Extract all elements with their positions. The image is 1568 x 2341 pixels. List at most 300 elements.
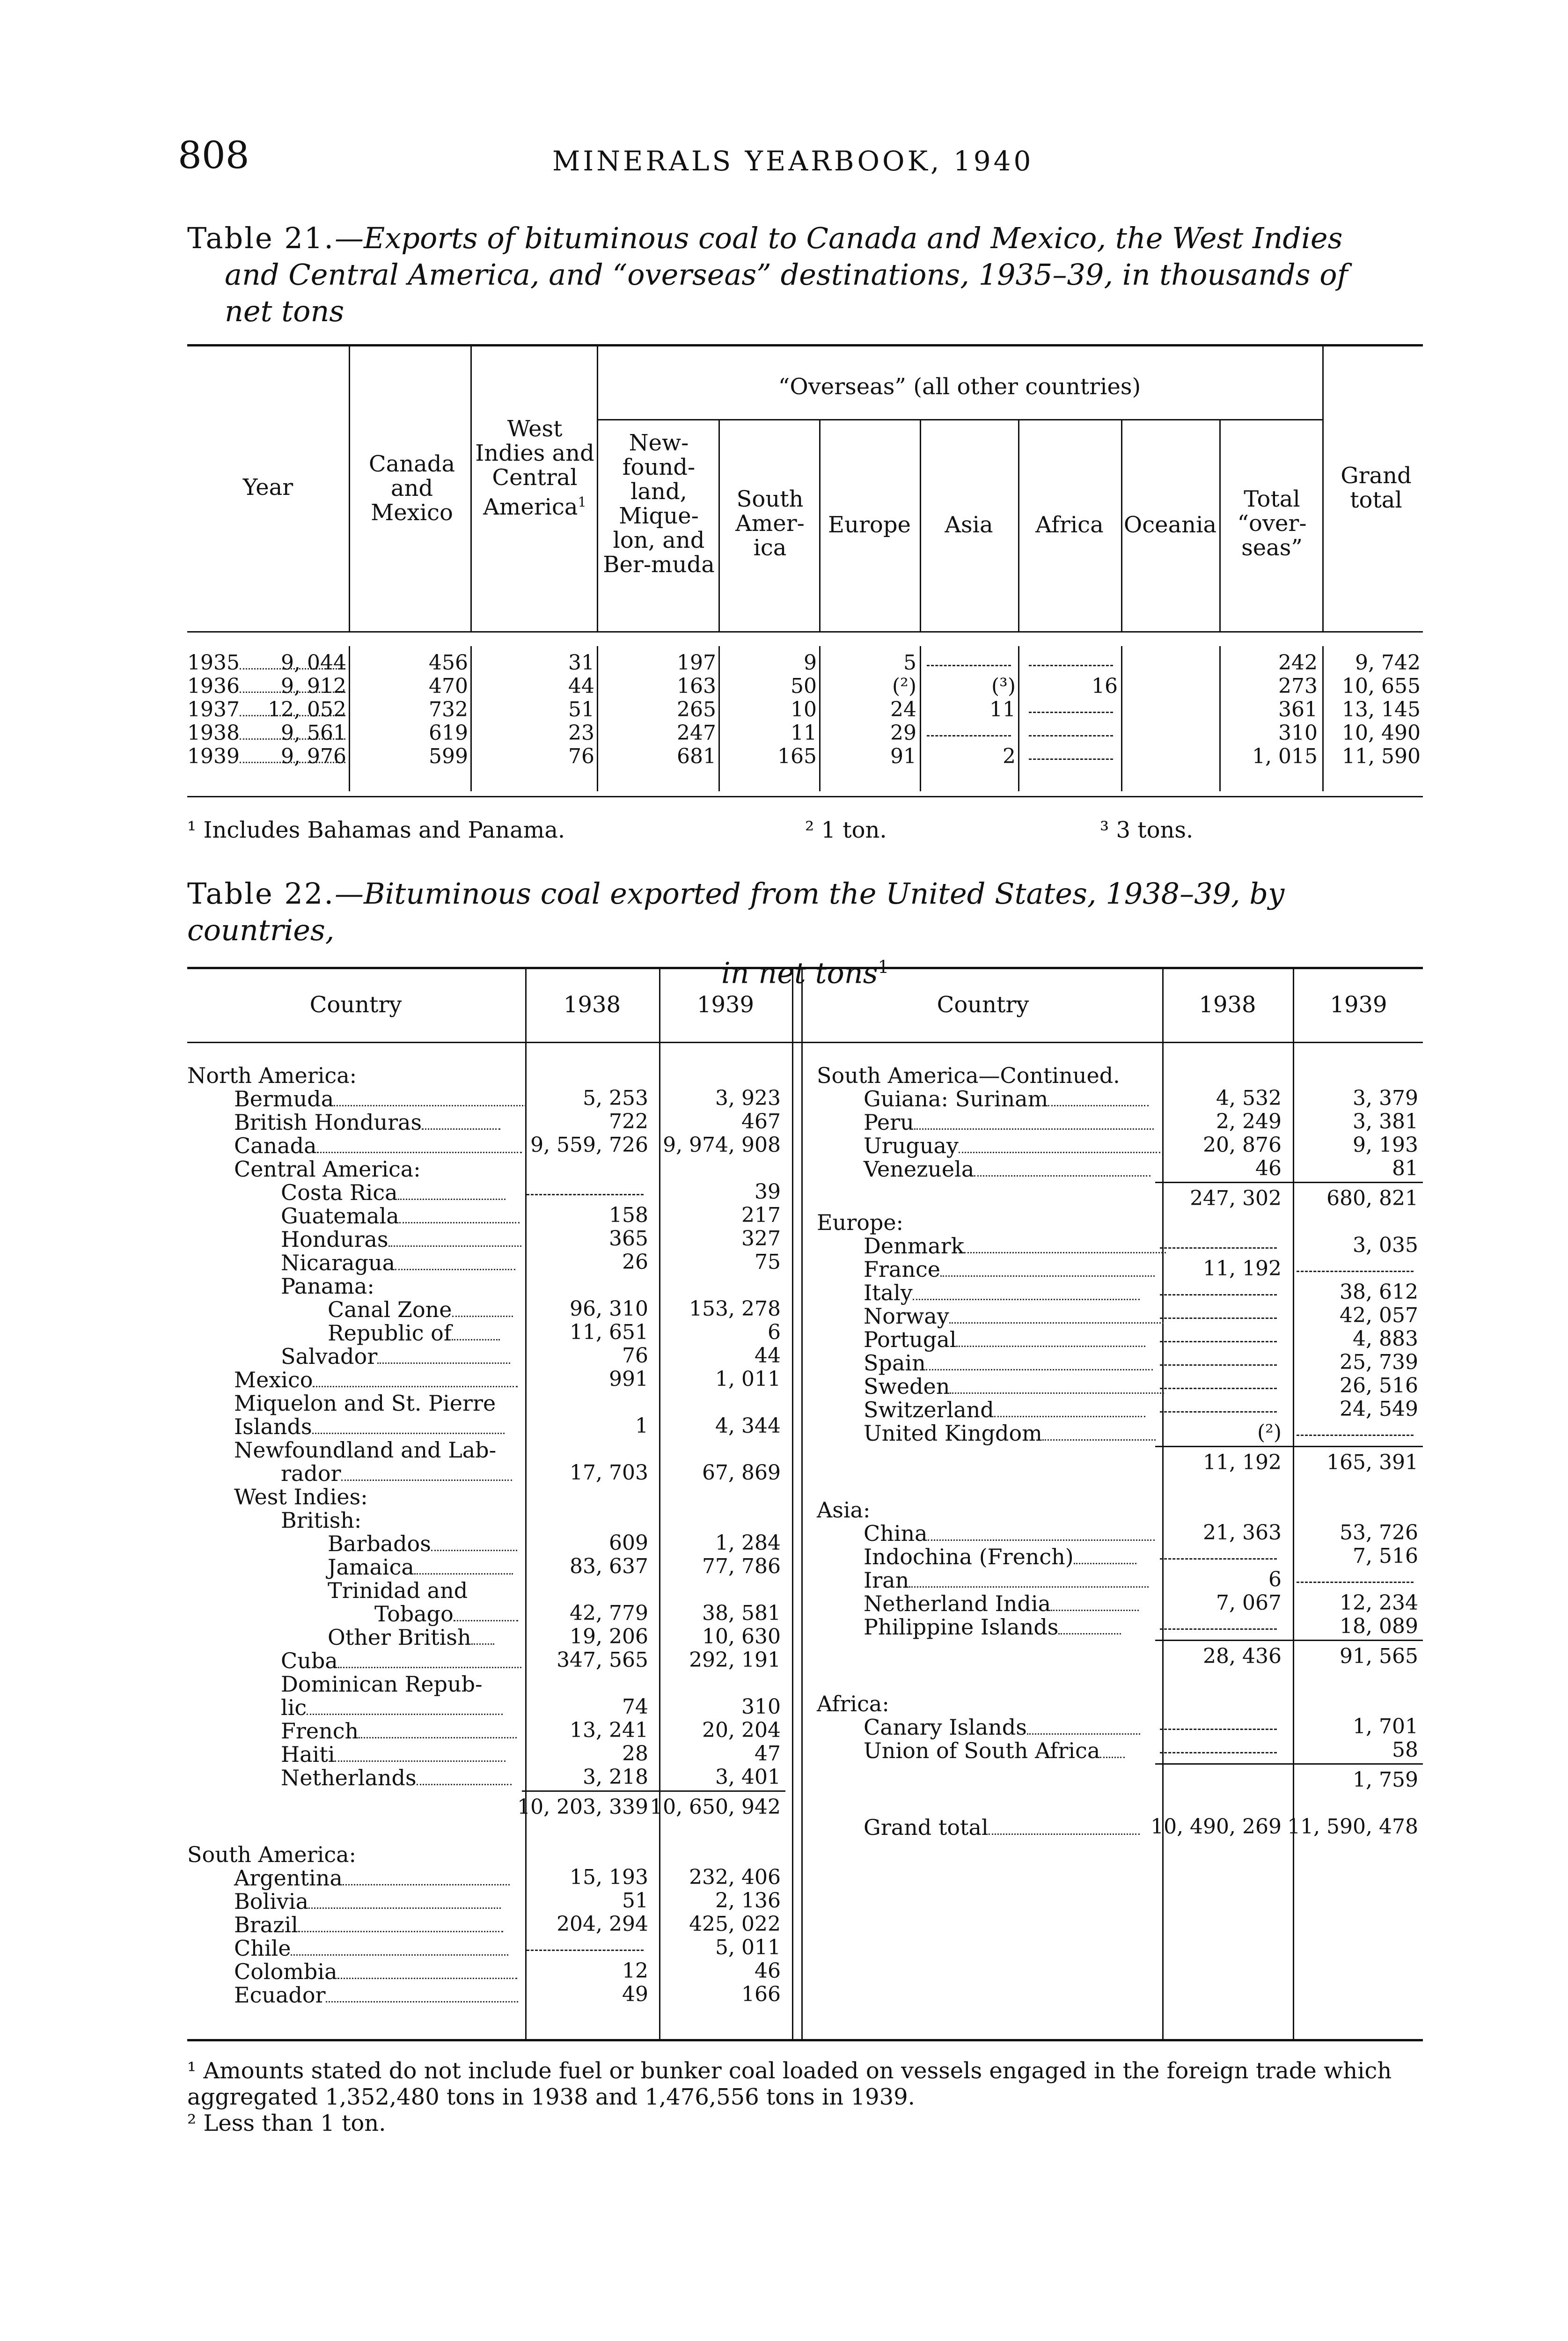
t22-value-1939: 9, 193 xyxy=(1353,1133,1418,1157)
t21-header-newfoundland: New-found-land, Mique-lon, and Ber-muda xyxy=(603,430,715,578)
t22-empty-1938 xyxy=(1160,1341,1277,1342)
t21-vrule xyxy=(920,646,921,791)
t22-value-1939: 4, 344 xyxy=(715,1414,781,1438)
t22-leader-dots xyxy=(298,1926,503,1932)
t22-country-text: Canary Islands xyxy=(864,1715,1027,1740)
t22-value-1938: 51 xyxy=(622,1889,648,1913)
t22-value-1939: 38, 612 xyxy=(1340,1280,1418,1304)
t22-country-text: Union of South Africa xyxy=(864,1738,1100,1763)
t22-leader-dots xyxy=(913,1294,1140,1300)
t22-country-text: Canada xyxy=(234,1133,317,1158)
t22-country-label xyxy=(864,1544,1136,1569)
t21-cell-wi: 619 xyxy=(429,721,468,745)
page-number: 808 xyxy=(178,133,249,177)
t22-leader-dots xyxy=(341,1475,512,1481)
t22-leader-dots xyxy=(1100,1752,1125,1758)
t22-value-1939: 5, 011 xyxy=(715,1936,781,1959)
t22-header-country-right: Country xyxy=(937,992,1029,1018)
t22-value-1939: 1, 759 xyxy=(1353,1768,1418,1792)
t21-cell-eu: 9 xyxy=(804,651,817,675)
t22-country-text: Africa: xyxy=(817,1691,889,1716)
t22-country-text: Mexico xyxy=(234,1367,313,1392)
t22-subtotal-rule xyxy=(1155,1182,1423,1183)
t22-country-text: Panama: xyxy=(281,1274,374,1299)
table22-title-line2: in net tons xyxy=(721,956,878,990)
t22-value-1938: 3, 218 xyxy=(583,1765,648,1789)
t22-country-label xyxy=(328,1531,517,1556)
t21-cell-eu: 10 xyxy=(791,698,817,721)
t21-row-year: 1935 xyxy=(187,651,345,675)
t21-header-grand-total: Grand total xyxy=(1341,463,1412,513)
t22-value-1939: 20, 204 xyxy=(702,1718,781,1742)
t22-value-1938: 15, 193 xyxy=(570,1865,648,1889)
t22-empty-1939 xyxy=(1297,1582,1414,1583)
t22-leader-dots xyxy=(334,1100,526,1106)
t22-leader-dots xyxy=(377,1358,510,1364)
t21-vrule xyxy=(597,646,598,791)
t22-country-text: China xyxy=(864,1521,928,1546)
t22-country-text: Norway xyxy=(864,1303,949,1329)
t22-country-label xyxy=(864,1521,1155,1546)
t22-country-label xyxy=(817,1210,903,1235)
t22-value-1938: (²) xyxy=(1257,1421,1282,1444)
t21-vrule xyxy=(349,646,350,791)
t22-country-label xyxy=(281,1344,510,1369)
t22-country-label xyxy=(864,1133,1160,1158)
t22-country-label xyxy=(234,1414,505,1439)
t22-value-1939: 39 xyxy=(755,1180,781,1204)
t21-row-year: 1938 xyxy=(187,721,345,745)
t22-leader-dots xyxy=(1027,1729,1140,1735)
t22-value-1939: 165, 391 xyxy=(1326,1450,1418,1474)
t22-country-label xyxy=(187,1063,357,1088)
table21-title-line1: —Exports of bituminous coal to Canada and Mexico, the West Indies xyxy=(335,221,1343,255)
t21-cell-sa: 265 xyxy=(677,698,716,721)
t21-cell-asia: 29 xyxy=(890,721,916,745)
t22-leader-dots xyxy=(399,1217,520,1223)
table21-caption xyxy=(187,220,1423,330)
t22-leader-dots xyxy=(1074,1558,1136,1564)
t22-country-label xyxy=(281,1765,512,1790)
t22-value-1939: 7, 516 xyxy=(1353,1544,1418,1568)
t21-cell-canada: 9, 561 xyxy=(281,721,346,745)
t22-country-text: Costa Rica xyxy=(281,1180,398,1205)
t21-vrule xyxy=(470,346,472,631)
t22-leader-dots xyxy=(343,1879,510,1885)
t22-value-1938: 21, 363 xyxy=(1203,1521,1282,1545)
t21-vrule xyxy=(1219,419,1221,631)
t22-country-text: Portugal xyxy=(864,1327,957,1352)
t21-cell-grand: 10, 490 xyxy=(1342,721,1421,745)
t21-cell-canada: 9, 044 xyxy=(281,651,346,675)
t21-header-overseas: “Overseas” (all other countries) xyxy=(778,374,1141,400)
t22-value-1939: 3, 035 xyxy=(1353,1233,1418,1257)
t22-leader-dots xyxy=(417,1779,512,1785)
t22-footnote-1 xyxy=(187,2058,1423,2136)
t22-country-label xyxy=(864,1421,1156,1446)
t21-header-africa: Africa xyxy=(1035,512,1104,538)
t22-leader-dots xyxy=(337,1973,517,1979)
t22-country-text: Islands xyxy=(234,1414,312,1439)
t21-cell-africa: (³) xyxy=(991,674,1016,698)
t22-leader-dots xyxy=(452,1311,513,1317)
t21-row-year: 1939 xyxy=(187,744,345,768)
t22-country-text: Republic of xyxy=(328,1320,452,1346)
t22-leader-dots xyxy=(307,1709,503,1715)
t21-row-year: 1936 xyxy=(187,674,345,698)
t22-country-text: Nicaragua xyxy=(281,1250,396,1275)
t22-leader-dots xyxy=(989,1829,1140,1835)
t22-value-1938: 11, 192 xyxy=(1203,1450,1282,1474)
t22-vrule xyxy=(1293,968,1294,2039)
t22-country-text: British Honduras xyxy=(234,1110,422,1135)
t22-leader-dots xyxy=(964,1247,1166,1253)
t22-leader-dots xyxy=(940,1271,1155,1277)
t22-vrule xyxy=(1162,968,1164,2039)
t22-country-text: Bermuda xyxy=(234,1086,334,1112)
t22-value-1938: 83, 637 xyxy=(570,1554,648,1578)
t22-value-1938: 609 xyxy=(609,1531,648,1555)
t22-value-1938: 722 xyxy=(609,1110,648,1134)
t22-country-text: Netherlands xyxy=(281,1765,417,1790)
t22-country-text: Salvador xyxy=(281,1344,378,1369)
table21-label: Table 21. xyxy=(187,221,335,255)
t22-country-label xyxy=(864,1715,1140,1740)
t22-country-label xyxy=(281,1274,374,1299)
t22-value-1939: 53, 726 xyxy=(1340,1521,1418,1545)
table21-title-line2: and Central America, and “overseas” destinations, 1935–39, in thousands of xyxy=(225,258,1348,292)
t21-cell-asia: 24 xyxy=(890,698,916,721)
t21-header-bottom-rule xyxy=(187,631,1423,633)
t21-header-year: Year xyxy=(242,474,293,501)
t22-country-label xyxy=(281,1250,515,1275)
t22-value-1938: 28, 436 xyxy=(1203,1644,1282,1668)
t22-header-country-left: Country xyxy=(309,992,402,1018)
t22-header-bottom-rule xyxy=(187,1042,1423,1043)
t22-subtotal-rule xyxy=(1155,1446,1423,1447)
t22-country-text: lic xyxy=(281,1695,307,1720)
t22-vrule xyxy=(659,968,660,2039)
t22-country-text: Netherland India xyxy=(864,1591,1051,1616)
t22-value-1938: 7, 067 xyxy=(1216,1591,1282,1615)
t22-country-label xyxy=(281,1508,361,1533)
t21-cell-asia: (²) xyxy=(892,674,916,698)
t22-value-1938: 204, 294 xyxy=(557,1912,648,1936)
t21-vrule xyxy=(819,646,821,791)
t22-value-1938: 20, 876 xyxy=(1203,1133,1282,1157)
t22-value-1939: 44 xyxy=(755,1344,781,1368)
t22-value-1938: 28 xyxy=(622,1742,648,1766)
t22-value-1938: 1 xyxy=(635,1414,648,1438)
t21-cell-eu: 11 xyxy=(791,721,817,745)
t22-country-text: Venezuela xyxy=(864,1156,975,1182)
t22-empty-1938 xyxy=(1160,1294,1277,1296)
t21-group-rule xyxy=(597,419,1323,420)
t22-country-text: South America—Continued. xyxy=(817,1063,1120,1088)
t21-footnote-3: ³ 3 tons. xyxy=(1100,817,1194,843)
t22-leader-dots xyxy=(452,1334,500,1340)
t22-leader-dots xyxy=(422,1124,500,1130)
t21-vrule xyxy=(349,346,350,631)
t22-value-1938: 49 xyxy=(622,1982,648,2006)
t22-country-text: Asia: xyxy=(817,1497,871,1523)
t22-empty-1938 xyxy=(1160,1752,1277,1753)
t22-country-text: North America: xyxy=(187,1063,357,1088)
t22-country-label xyxy=(864,1156,1150,1182)
t21-cell-africa: 2 xyxy=(1003,744,1016,768)
t21-vrule xyxy=(470,646,472,791)
t22-value-1938: 19, 206 xyxy=(570,1625,648,1649)
t22-value-1938: 4, 532 xyxy=(1216,1086,1282,1110)
t22-country-label xyxy=(234,1156,421,1182)
t22-country-text: West Indies: xyxy=(234,1484,368,1509)
t22-country-label xyxy=(234,1889,501,1914)
table21-top-rule xyxy=(187,344,1423,346)
t22-leader-dots xyxy=(317,1147,522,1153)
t22-value-1938: 10, 203, 339 xyxy=(517,1795,648,1819)
t22-header-1938-left: 1938 xyxy=(563,992,621,1018)
t22-country-label xyxy=(864,1397,1145,1422)
table22-title-line1: —Bituminous coal exported from the United States, 1938–39, by countries, xyxy=(187,876,1285,947)
t22-country-text: Bolivia xyxy=(234,1889,309,1914)
t21-cell-wi: 456 xyxy=(429,651,468,675)
t22-country-text: Guatemala xyxy=(281,1203,399,1229)
t22-value-1939: 46 xyxy=(755,1959,781,1983)
t21-empty-cell xyxy=(1029,758,1113,760)
t22-country-label xyxy=(234,1110,500,1135)
t22-country-label xyxy=(864,1374,1164,1399)
t22-leader-dots xyxy=(1051,1605,1139,1611)
t22-value-1938: 365 xyxy=(609,1227,648,1251)
t21-empty-cell xyxy=(1029,735,1113,736)
t21-cell-grand: 9, 742 xyxy=(1355,651,1421,675)
t22-country-text: Grand total xyxy=(864,1815,989,1840)
t22-country-text: Chile xyxy=(234,1936,291,1961)
t22-country-text: Sweden xyxy=(864,1374,950,1399)
t22-leader-dots xyxy=(1058,1628,1121,1634)
t22-value-1938: 74 xyxy=(622,1695,648,1719)
t22-country-text: Iran xyxy=(864,1568,909,1593)
t22-country-text: Haiti xyxy=(281,1742,335,1767)
t21-cell-tot: 310 xyxy=(1278,721,1318,745)
t22-empty-1938 xyxy=(1160,1388,1277,1389)
t21-cell-wi: 470 xyxy=(429,674,468,698)
t21-cell-sa: 247 xyxy=(677,721,716,745)
t22-country-label xyxy=(817,1497,870,1523)
t21-cell-sa: 681 xyxy=(677,744,716,768)
t22-value-1939: 292, 191 xyxy=(689,1648,781,1672)
t22-country-label xyxy=(234,1086,526,1112)
t22-leader-dots xyxy=(949,1318,1164,1324)
t22-value-1939: 77, 786 xyxy=(702,1554,781,1578)
t21-header-oceania: Oceania xyxy=(1123,512,1217,538)
t22-country-text: Uruguay xyxy=(864,1133,959,1158)
t22-empty-1938 xyxy=(1160,1318,1277,1319)
t22-empty-1939 xyxy=(1297,1435,1414,1436)
t21-cell-sa: 197 xyxy=(677,651,716,675)
t22-subtotal-rule xyxy=(1155,1763,1423,1765)
t21-cell-eu: 165 xyxy=(777,744,817,768)
t22-value-1939: 47 xyxy=(755,1742,781,1766)
t22-country-text: Other British xyxy=(328,1625,471,1650)
t22-country-label xyxy=(281,1180,506,1205)
t22-leader-dots xyxy=(909,1582,1149,1588)
t22-value-1939: 4, 883 xyxy=(1353,1327,1418,1351)
t22-leader-dots xyxy=(338,1662,521,1668)
t21-cell-tot: 1, 015 xyxy=(1252,744,1318,768)
t22-country-text: Central America: xyxy=(234,1156,421,1182)
t22-leader-dots xyxy=(1042,1435,1156,1441)
t22-header-1939-left: 1939 xyxy=(696,992,755,1018)
t22-footnote-line3: ² Less than 1 ton. xyxy=(187,2110,386,2136)
t22-country-text: Cuba xyxy=(281,1648,338,1673)
t22-leader-dots xyxy=(974,1170,1150,1177)
t22-country-text: Ecuador xyxy=(234,1982,326,2008)
t22-country-label xyxy=(281,1742,506,1767)
t21-empty-cell xyxy=(927,735,1011,736)
t22-country-label xyxy=(234,1133,522,1158)
t21-cell-nf: 76 xyxy=(568,744,594,768)
t22-value-1938: 12 xyxy=(622,1959,648,1983)
t22-country-text: Europe: xyxy=(817,1210,904,1235)
t22-country-label xyxy=(234,1484,368,1509)
t22-leader-dots xyxy=(335,1756,506,1762)
t21-empty-cell xyxy=(1029,665,1113,666)
t22-country-label xyxy=(328,1320,500,1346)
t22-leader-dots xyxy=(431,1545,517,1551)
t22-country-text: Dominican Repub- xyxy=(281,1671,483,1697)
t22-country-label xyxy=(817,1691,889,1716)
t22-value-1939: 24, 549 xyxy=(1340,1397,1418,1421)
t22-value-1939: 81 xyxy=(1392,1156,1418,1180)
t22-value-1938: 17, 703 xyxy=(570,1461,648,1485)
t22-country-text: Brazil xyxy=(234,1912,298,1937)
t22-value-1938: 9, 559, 726 xyxy=(530,1133,648,1157)
t22-country-label xyxy=(281,1648,521,1673)
t22-country-text: Jamaica xyxy=(328,1554,414,1580)
t22-value-1939: 327 xyxy=(741,1227,781,1251)
t22-country-text: Tobago xyxy=(374,1601,454,1627)
t22-country-label xyxy=(234,1437,496,1463)
t22-country-label xyxy=(281,1671,483,1697)
t22-value-1938: 96, 310 xyxy=(570,1297,648,1321)
t21-cell-africa: 11 xyxy=(989,698,1016,721)
t22-value-1939: 1, 701 xyxy=(1353,1715,1418,1738)
t22-country-text: Barbados xyxy=(328,1531,431,1556)
t21-footnote-1: ¹ Includes Bahamas and Panama. xyxy=(187,817,565,843)
t21-vrule xyxy=(1121,646,1122,791)
t22-country-label xyxy=(281,1203,520,1229)
t22-leader-dots xyxy=(414,1568,513,1575)
t22-leader-dots xyxy=(312,1428,505,1434)
t21-cell-grand: 10, 655 xyxy=(1342,674,1421,698)
t21-cell-sa: 163 xyxy=(677,674,716,698)
t22-country-label xyxy=(281,1695,503,1720)
t22-leader-dots xyxy=(1048,1100,1149,1106)
t22-value-1938: 347, 565 xyxy=(557,1648,648,1672)
t22-country-label xyxy=(234,1936,508,1961)
t22-country-label xyxy=(864,1110,1154,1135)
t22-country-label xyxy=(281,1718,517,1744)
t22-country-label xyxy=(328,1625,494,1650)
t22-country-label xyxy=(864,1591,1139,1616)
t22-value-1939: 2, 136 xyxy=(715,1889,781,1913)
t21-vrule xyxy=(1018,646,1019,791)
t22-country-label xyxy=(864,1738,1125,1763)
t21-empty-cell xyxy=(927,665,1011,666)
t22-value-1939: 18, 089 xyxy=(1340,1614,1418,1638)
running-head: MINERALS YEARBOOK, 1940 xyxy=(552,145,1034,177)
t22-value-1939: 153, 278 xyxy=(689,1297,781,1321)
t22-country-text: French xyxy=(281,1718,359,1744)
t22-country-text: South America: xyxy=(187,1842,357,1867)
t21-header-westindies-text: West Indies and Central America xyxy=(475,416,594,520)
t22-country-label xyxy=(864,1350,1153,1376)
t22-subtotal-rule xyxy=(1155,1640,1423,1641)
t21-cell-tot: 273 xyxy=(1278,674,1318,698)
t22-value-1939: 75 xyxy=(755,1250,781,1274)
t22-country-label xyxy=(864,1280,1140,1305)
t21-cell-asia: 91 xyxy=(890,744,916,768)
t21-header-asia: Asia xyxy=(945,512,993,538)
t21-header-south-america: South Amer-ica xyxy=(735,486,805,561)
t22-leader-dots xyxy=(928,1535,1155,1541)
t22-country-label xyxy=(234,1982,518,2008)
t21-footnote-2: ² 1 ton. xyxy=(805,817,887,843)
t22-value-1938: 5, 253 xyxy=(583,1086,648,1110)
table22-caption xyxy=(187,876,1423,992)
t22-leader-dots xyxy=(326,1996,518,2002)
t21-row-year: 1937 xyxy=(187,698,345,721)
t22-country-text: Switzerland xyxy=(864,1397,994,1422)
t22-empty-1938 xyxy=(1160,1729,1277,1730)
t22-country-text: Newfoundland and Lab- xyxy=(234,1437,497,1463)
t22-country-text: Philippine Islands xyxy=(864,1614,1059,1640)
t22-value-1939: 10, 650, 942 xyxy=(650,1795,781,1819)
t22-country-label xyxy=(234,1367,518,1392)
t22-value-1938: 158 xyxy=(609,1203,648,1227)
t22-value-1938: 6 xyxy=(1268,1568,1282,1591)
t22-header-1938-right: 1938 xyxy=(1199,992,1256,1018)
t21-header-europe: Europe xyxy=(828,512,911,538)
t21-cell-asia: 5 xyxy=(903,651,916,675)
t22-value-1939: 91, 565 xyxy=(1340,1644,1418,1668)
t22-value-1939: 12, 234 xyxy=(1340,1591,1418,1615)
t22-empty-1938 xyxy=(1160,1364,1277,1366)
t21-header-westindies xyxy=(475,417,594,519)
t22-vrule xyxy=(792,968,793,2039)
t21-cell-wi: 732 xyxy=(429,698,468,721)
t22-country-text: France xyxy=(864,1257,940,1282)
t22-empty-1938 xyxy=(1160,1247,1277,1249)
t22-country-text: Trinidad and xyxy=(328,1578,468,1603)
t21-cell-wi: 599 xyxy=(429,744,468,768)
t22-country-label xyxy=(374,1601,518,1627)
t22-country-text: British: xyxy=(281,1508,362,1533)
t22-value-1939: 680, 821 xyxy=(1326,1186,1418,1210)
t22-country-label xyxy=(864,1086,1149,1112)
t22-vrule xyxy=(801,968,803,2039)
t22-country-text: Canal Zone xyxy=(328,1297,452,1322)
t21-vrule xyxy=(718,419,720,631)
t22-value-1939: 166 xyxy=(741,1982,781,2006)
t22-value-1938: 247, 302 xyxy=(1190,1186,1282,1210)
table22-title-sup: 1 xyxy=(878,957,889,977)
t22-empty-1938 xyxy=(527,1194,644,1195)
t22-country-text: rador xyxy=(281,1461,341,1486)
t22-value-1938: 991 xyxy=(609,1367,648,1391)
t22-value-1939: 3, 923 xyxy=(715,1086,781,1110)
